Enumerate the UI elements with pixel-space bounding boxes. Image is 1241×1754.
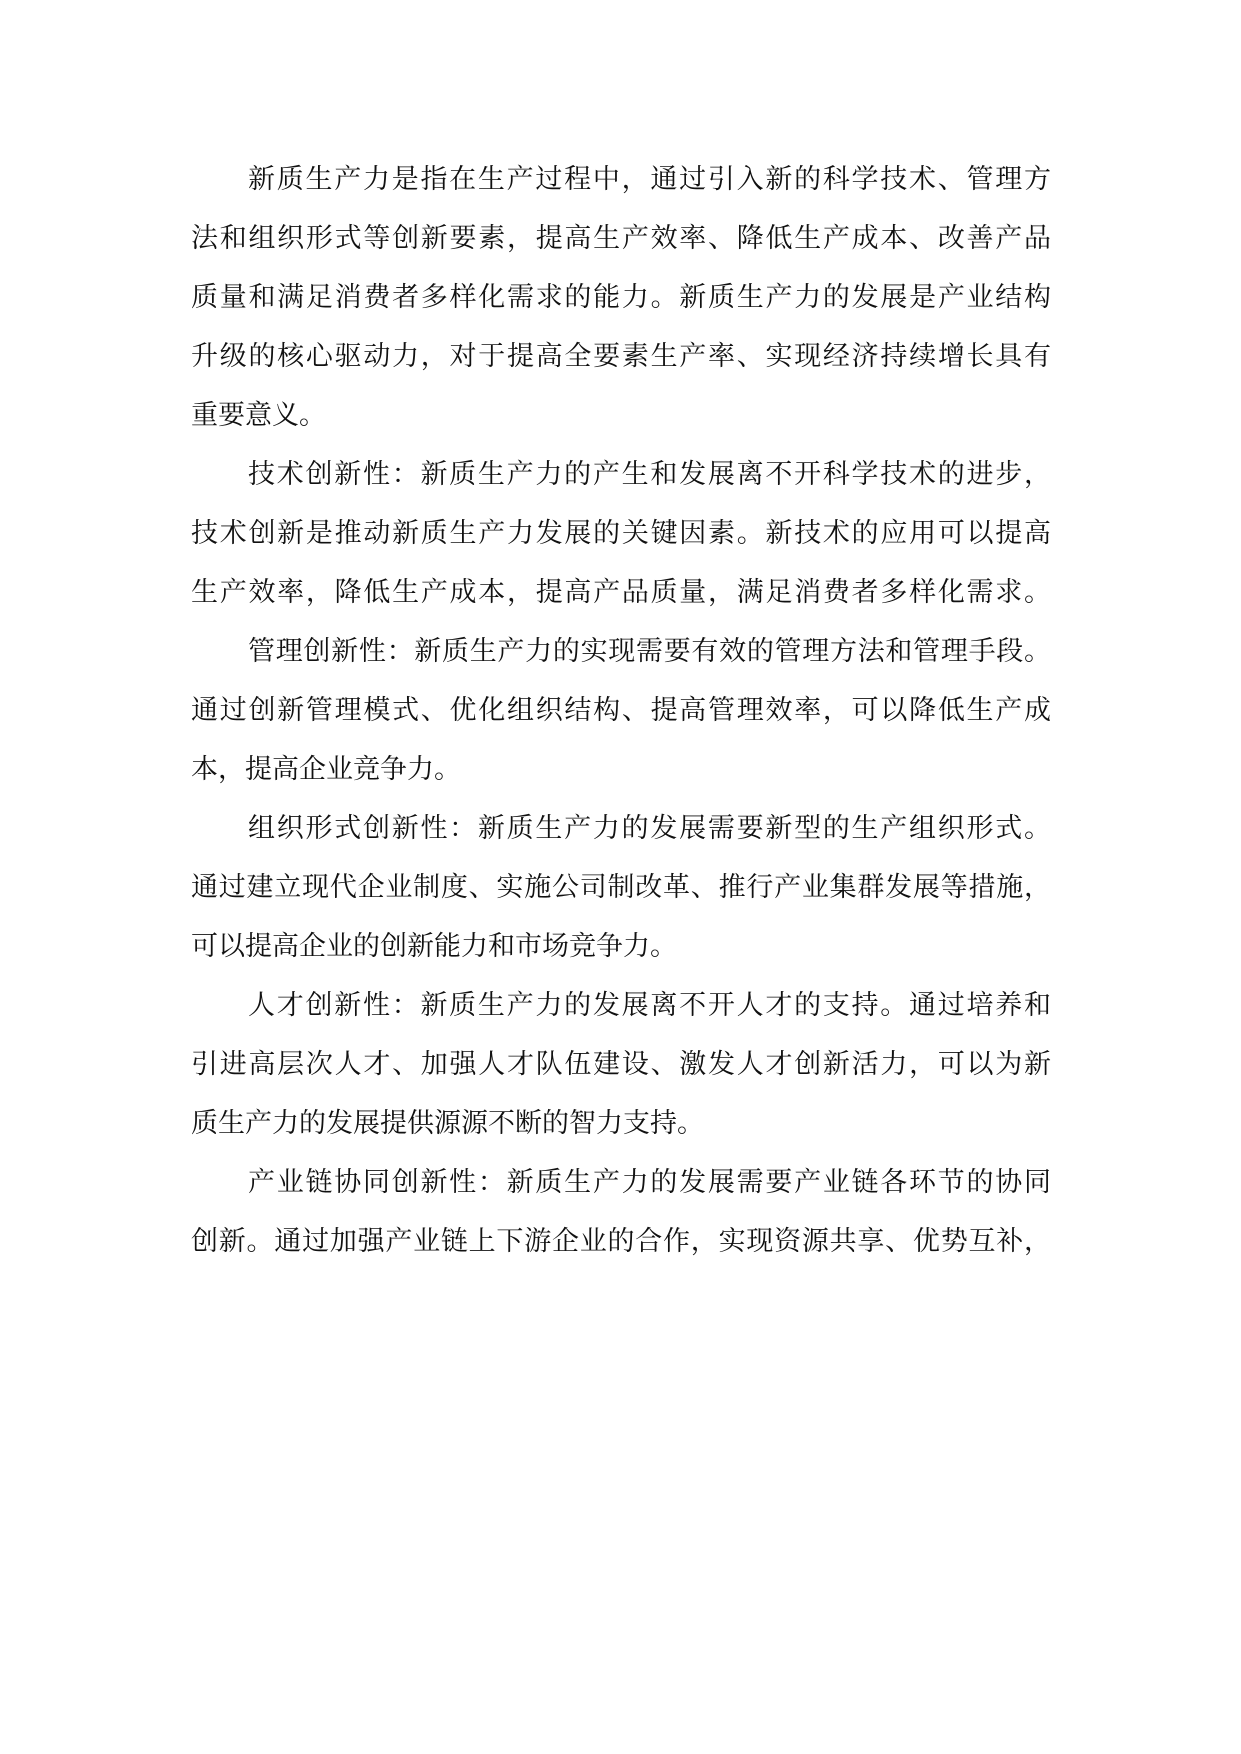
paragraph-1-line-5: 重要意义。 [191, 400, 326, 431]
paragraph-6-line-1: 产业链协同创新性：新质生产力的发展需要产业链各环节的协同 [248, 1167, 1051, 1198]
paragraph-5-line-3: 质生产力的发展提供源源不断的智力支持。 [191, 1108, 704, 1139]
paragraph-3-line-2: 通过创新管理模式、优化组织结构、提高管理效率，可以降低生产成 [191, 695, 1051, 726]
paragraph-2-line-1: 技术创新性：新质生产力的产生和发展离不开科学技术的进步， [248, 459, 1051, 490]
paragraph-3-line-1: 管理创新性：新质生产力的实现需要有效的管理方法和管理手段。 [248, 636, 1051, 667]
paragraph-4-line-2: 通过建立现代企业制度、实施公司制改革、推行产业集群发展等措施， [191, 872, 1051, 903]
paragraph-5-line-1: 人才创新性：新质生产力的发展离不开人才的支持。通过培养和 [248, 990, 1051, 1021]
paragraph-1-line-4: 升级的核心驱动力，对于提高全要素生产率、实现经济持续增长具有 [191, 341, 1051, 372]
paragraph-4-line-1: 组织形式创新性：新质生产力的发展需要新型的生产组织形式。 [248, 813, 1051, 844]
paragraph-6-line-2: 创新。通过加强产业链上下游企业的合作，实现资源共享、优势互补， [191, 1226, 1051, 1257]
paragraph-5-line-2: 引进高层次人才、加强人才队伍建设、激发人才创新活力，可以为新 [191, 1049, 1051, 1080]
paragraph-3-line-3: 本，提高企业竞争力。 [191, 754, 461, 785]
paragraph-1-line-2: 法和组织形式等创新要素，提高生产效率、降低生产成本、改善产品 [191, 223, 1051, 254]
document-body [191, 150, 1051, 1271]
paragraph-1-line-1: 新质生产力是指在生产过程中，通过引入新的科学技术、管理方 [248, 164, 1051, 195]
paragraph-2-line-3: 生产效率，降低生产成本，提高产品质量，满足消费者多样化需求。 [191, 577, 1051, 608]
paragraph-2-line-2: 技术创新是推动新质生产力发展的关键因素。新技术的应用可以提高 [191, 518, 1051, 549]
paragraph-4-line-3: 可以提高企业的创新能力和市场竞争力。 [191, 931, 677, 962]
paragraph-1-line-3: 质量和满足消费者多样化需求的能力。新质生产力的发展是产业结构 [191, 282, 1051, 313]
